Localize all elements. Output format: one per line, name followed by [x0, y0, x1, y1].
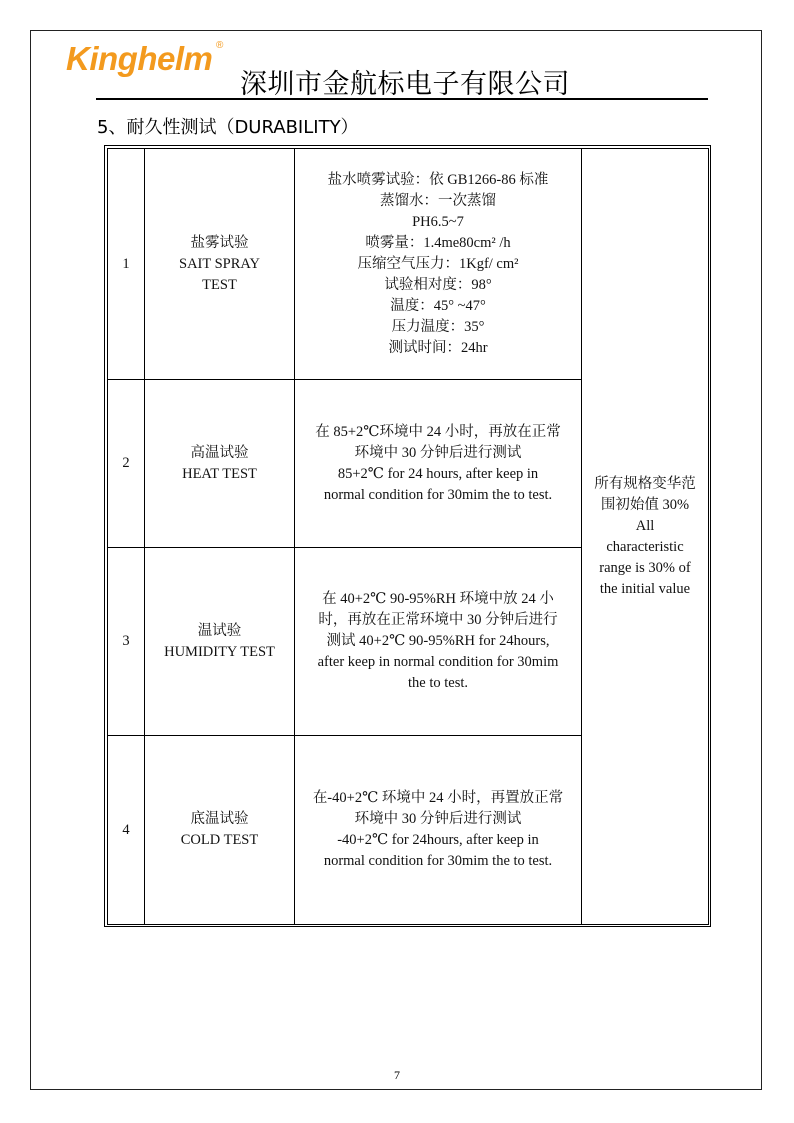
condition-line: 测试时间：24hr	[388, 339, 488, 356]
condition-line: -40+2℃ for 24hours, after keep in	[337, 832, 539, 848]
test-number: 3	[108, 548, 145, 736]
test-conditions	[295, 736, 582, 925]
section-title: 5、耐久性测试（DURABILITY）	[97, 117, 359, 138]
result-cell	[582, 149, 709, 925]
page-number: 7	[394, 1068, 400, 1082]
test-name-en: HEAT TEST	[182, 465, 257, 482]
condition-line: 盐水喷雾试验：依 GB1266-86 标准	[327, 171, 549, 188]
condition-line: PH6.5~7	[412, 213, 464, 230]
test-conditions	[295, 548, 582, 736]
condition-line: the to test.	[407, 675, 468, 691]
result-line: 所有规格变华范	[594, 475, 696, 492]
result-line: 围初始值 30%	[600, 496, 690, 513]
test-name-cn: 盐雾试验	[190, 234, 249, 251]
test-number: 4	[108, 736, 145, 925]
test-name	[145, 149, 295, 380]
result-line: range is 30% of	[599, 559, 691, 576]
test-name-en: HUMIDITY TEST	[164, 643, 275, 660]
condition-line: 试验相对度：98°	[384, 276, 492, 293]
condition-line: 环境中 30 分钟后进行测试	[354, 811, 522, 827]
condition-line: 蒸馏水：一次蒸馏	[380, 192, 496, 209]
company-logo: Kinghelm	[66, 40, 213, 77]
condition-line: 环境中 30 分钟后进行测试	[354, 444, 522, 461]
condition-line: 在 40+2℃ 90-95%RH 环境中放 24 小	[322, 591, 554, 607]
test-name-en: COLD TEST	[180, 832, 259, 848]
condition-line: 喷雾量：1.4me80cm² /h	[365, 234, 511, 251]
condition-line: normal condition for 30mim the to test.	[323, 853, 553, 869]
test-name-en: TEST	[202, 276, 237, 293]
test-name-cn: 温试验	[197, 622, 242, 639]
condition-line: 在-40+2℃ 环境中 24 小时，再置放正常	[312, 790, 564, 806]
condition-line: 在 85+2℃环境中 24 小时，再放在正常	[315, 423, 561, 440]
condition-line: 测试 40+2℃ 90-95%RH for 24hours,	[326, 633, 550, 649]
test-name-cn: 高温试验	[190, 444, 249, 461]
header-divider	[96, 98, 708, 100]
condition-line: normal condition for 30mim the to test.	[323, 486, 553, 503]
test-name-cn: 底温试验	[190, 811, 249, 827]
result-line: the initial value	[599, 580, 691, 597]
condition-line: 85+2℃ for 24 hours, after keep in	[337, 465, 539, 482]
test-number: 2	[108, 380, 145, 548]
result-line: All	[635, 517, 655, 534]
test-name	[145, 548, 295, 736]
test-name	[145, 380, 295, 548]
test-conditions	[295, 380, 582, 548]
company-name: 深圳市金航标电子有限公司	[240, 69, 570, 100]
condition-line: 温度：45° ~47°	[390, 297, 486, 314]
condition-line: after keep in normal condition for 30mim	[317, 654, 559, 670]
condition-line: 压力温度：35°	[391, 318, 485, 335]
table-row	[108, 149, 709, 380]
test-name-en: SAIT SPRAY	[179, 255, 260, 272]
condition-line: 时，再放在正常环境中 30 分钟后进行	[318, 612, 558, 628]
test-number: 1	[108, 149, 145, 380]
test-name	[145, 736, 295, 925]
durability-table	[107, 148, 709, 925]
registered-mark: ®	[216, 40, 224, 51]
test-conditions	[295, 149, 582, 380]
condition-line: 压缩空气压力：1Kgf/ cm²	[357, 255, 519, 272]
result-line: characteristic	[606, 538, 684, 555]
